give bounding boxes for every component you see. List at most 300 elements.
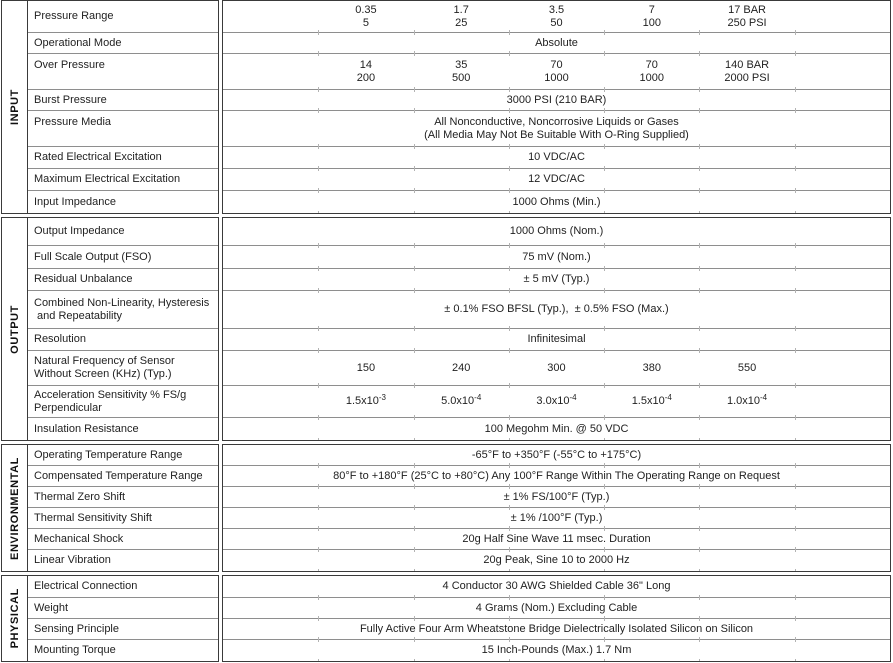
spec-row-value: [223, 329, 890, 351]
spec-row-value: [223, 147, 890, 169]
column-tick: [795, 659, 796, 662]
spec-row-label: [28, 386, 218, 418]
spec-row-label: [28, 466, 218, 487]
column-tick: [318, 505, 319, 510]
spec-row-label: [28, 147, 218, 169]
value-scientific: [414, 395, 509, 408]
section-strip-environmental: [2, 445, 28, 571]
value-rows-physical: [223, 576, 890, 661]
value-cell: [509, 59, 604, 85]
row-value: 15 Inch-Pounds (Max.) 1.7 Nm: [481, 644, 632, 656]
value-line: 250 PSI: [727, 16, 767, 29]
column-tick: [699, 51, 700, 56]
value-cell: [318, 4, 413, 30]
spec-row-label: [28, 90, 218, 111]
spec-row-value: [223, 269, 890, 291]
column-tick: [318, 348, 319, 353]
value-cell: [604, 362, 699, 375]
column-tick: [699, 526, 700, 531]
column-tick: [604, 659, 605, 662]
row-value: Fully Active Four Arm Wheatstone Bridge Dielectrically Isolated Silicon on Silicon: [359, 622, 754, 635]
column-tick: [604, 326, 605, 331]
column-tick: [795, 438, 796, 441]
spec-row-label: [28, 351, 218, 386]
column-tick: [509, 415, 510, 420]
value-cell: [223, 395, 318, 408]
column-tick: [509, 266, 510, 271]
column-tick: [318, 438, 319, 441]
column-tick: [795, 166, 796, 171]
value-columns: [223, 395, 890, 408]
row-value: Infinitesimal: [527, 333, 586, 345]
row-value: ± 5 mV (Typ.): [523, 273, 590, 285]
value-scientific: [604, 395, 699, 408]
value-line: 1000: [639, 71, 664, 84]
column-tick: [318, 243, 319, 248]
value-cell: [223, 4, 318, 30]
spec-row-value: [223, 54, 890, 90]
column-tick: [795, 383, 796, 388]
spec-row-value: [223, 445, 890, 466]
row-value: ± 0.1% FSO BFSL (Typ.), ± 0.5% FSO (Max.): [444, 303, 669, 315]
column-tick: [318, 595, 319, 600]
column-tick: [414, 348, 415, 353]
column-tick: [414, 87, 415, 92]
spec-row-label: [28, 169, 218, 191]
section-label-physical: PHYSICAL: [8, 588, 21, 649]
spec-row-label: [28, 191, 218, 213]
column-tick: [699, 166, 700, 171]
spec-row-label: [28, 54, 218, 90]
row-label: Acceleration Sensitivity % FS/g: [34, 388, 187, 401]
column-tick: [509, 438, 510, 441]
column-tick: [509, 326, 510, 331]
row-label: Natural Frequency of Sensor: [34, 355, 175, 367]
column-tick: [795, 188, 796, 193]
row-label: and Repeatability: [34, 309, 123, 322]
column-tick: [509, 463, 510, 468]
label-rows-output: [28, 218, 218, 440]
column-tick: [318, 30, 319, 35]
column-tick: [414, 326, 415, 331]
row-label: Combined Non-Linearity, Hysteresis: [34, 296, 210, 309]
column-tick: [318, 526, 319, 531]
column-tick: [795, 326, 796, 331]
value-cell: [604, 395, 699, 408]
column-tick: [318, 463, 319, 468]
column-tick: [795, 211, 796, 214]
column-tick: [509, 51, 510, 56]
section-box-physical: [1, 575, 219, 662]
spec-row-value: [223, 351, 890, 386]
column-tick: [795, 616, 796, 621]
value-line: 0.35: [355, 3, 377, 16]
spec-row-value: [223, 418, 890, 440]
spec-row-value: [223, 90, 890, 111]
column-tick: [414, 211, 415, 214]
spec-row-label: [28, 508, 218, 529]
value-line: All Nonconductive, Noncorrosive Liquids or Gases: [434, 115, 679, 128]
value-box-output: [222, 217, 891, 441]
value-cell: [223, 59, 318, 85]
spec-row-label: [28, 291, 218, 329]
column-tick: [318, 108, 319, 113]
value-line: 200: [356, 71, 376, 84]
value-cell: [795, 395, 890, 408]
column-tick: [318, 484, 319, 489]
value-line: 380: [642, 361, 661, 374]
section-strip-input: [2, 1, 28, 213]
value-line: 17 BAR: [728, 3, 766, 16]
row-label: Perpendicular: [34, 401, 102, 414]
value-line: 240: [452, 361, 471, 374]
column-tick: [604, 108, 605, 113]
column-tick: [699, 288, 700, 293]
column-tick: [414, 484, 415, 489]
label-rows-environmental: [28, 445, 218, 571]
column-tick: [699, 87, 700, 92]
spec-row-label: [28, 329, 218, 351]
row-value: 3000 PSI (210 BAR): [506, 93, 607, 106]
row-value: 80°F to +180°F (25°C to +80°C) Any 100°F Range Within The Operating Range on Request: [333, 469, 780, 482]
section-box-environmental: [1, 444, 219, 572]
section-box-output: [1, 217, 219, 441]
column-tick: [795, 547, 796, 552]
value-line: 1000: [544, 71, 569, 84]
column-tick: [604, 438, 605, 441]
column-tick: [414, 547, 415, 552]
row-label: Rated Electrical Excitation: [34, 151, 162, 163]
column-tick: [795, 595, 796, 600]
spec-row-label: [28, 550, 218, 571]
row-value: -65°F to +350°F (-55°C to +175°C): [471, 448, 642, 461]
spec-row-value: [223, 169, 890, 191]
column-tick: [318, 166, 319, 171]
column-tick: [318, 383, 319, 388]
column-tick: [795, 243, 796, 248]
spec-row-label: [28, 33, 218, 54]
value-columns: [223, 362, 890, 375]
column-tick: [699, 348, 700, 353]
label-rows-physical: [28, 576, 218, 661]
value-rows-environmental: [223, 445, 890, 571]
value-rows-output: [223, 218, 890, 440]
column-tick: [699, 547, 700, 552]
column-tick: [795, 526, 796, 531]
column-tick: [604, 211, 605, 214]
spec-row-label: [28, 598, 218, 619]
value-line: 500: [452, 71, 471, 84]
column-tick: [414, 637, 415, 642]
spec-row-value: [223, 466, 890, 487]
column-tick: [414, 144, 415, 149]
column-tick: [699, 144, 700, 149]
column-tick: [699, 326, 700, 331]
value-cell: [318, 362, 413, 375]
column-tick: [318, 51, 319, 56]
spec-row-value: [223, 529, 890, 550]
spec-row-value: [223, 246, 890, 269]
column-tick: [604, 188, 605, 193]
spec-row-value: [223, 619, 890, 640]
column-tick: [604, 87, 605, 92]
row-label: Maximum Electrical Excitation: [34, 173, 181, 185]
value-cell: [795, 362, 890, 375]
row-label: Over Pressure: [34, 59, 105, 71]
value-box-input: [222, 0, 891, 214]
column-tick: [604, 569, 605, 572]
column-tick: [414, 266, 415, 271]
column-tick: [318, 637, 319, 642]
column-tick: [414, 166, 415, 171]
spec-row-label: [28, 487, 218, 508]
column-tick: [509, 87, 510, 92]
column-tick: [604, 415, 605, 420]
column-tick: [509, 526, 510, 531]
value-base: 1.5x10: [631, 395, 665, 407]
column-tick: [604, 30, 605, 35]
value-base: 1.0x10: [726, 395, 760, 407]
column-tick: [414, 438, 415, 441]
column-tick: [414, 415, 415, 420]
value-exponent: -4: [760, 393, 768, 402]
column-tick: [509, 108, 510, 113]
value-cell: [414, 4, 509, 30]
row-value: 75 mV (Nom.): [522, 250, 591, 263]
column-tick: [795, 288, 796, 293]
value-scientific: [699, 395, 794, 408]
column-tick: [509, 188, 510, 193]
value-columns: [223, 59, 890, 85]
column-tick: [699, 569, 700, 572]
row-value: 12 VDC/AC: [528, 173, 585, 185]
row-label: Insulation Resistance: [34, 422, 139, 435]
column-tick: [604, 463, 605, 468]
section-label-environmental: ENVIRONMENTAL: [8, 456, 21, 560]
value-cell: [604, 59, 699, 85]
value-exponent: -4: [569, 393, 577, 402]
row-value: 1000 Ohms (Nom.): [509, 225, 604, 237]
value-rows-input: [223, 1, 890, 213]
column-tick: [699, 505, 700, 510]
column-tick: [699, 438, 700, 441]
column-tick: [509, 243, 510, 248]
row-label: Pressure Media: [34, 116, 112, 128]
row-value: [223, 116, 890, 142]
value-base: 1.5x10: [345, 395, 379, 407]
column-tick: [318, 326, 319, 331]
column-tick: [699, 595, 700, 600]
column-tick: [795, 144, 796, 149]
value-exponent: -4: [474, 393, 482, 402]
column-tick: [699, 463, 700, 468]
column-tick: [795, 637, 796, 642]
value-line: 14: [359, 58, 373, 71]
value-cell: [699, 4, 794, 30]
spec-row-value: [223, 291, 890, 329]
column-tick: [795, 505, 796, 510]
column-tick: [699, 243, 700, 248]
row-label: Operational Mode: [34, 36, 122, 49]
column-tick: [509, 144, 510, 149]
row-label: Sensing Principle: [34, 622, 119, 635]
value-line: 140 BAR: [725, 58, 770, 71]
row-label: Without Screen (KHz) (Typ.): [34, 368, 172, 380]
column-tick: [414, 569, 415, 572]
value-line: 550: [737, 361, 757, 374]
value-line: 150: [356, 361, 376, 374]
value-cell: [318, 395, 413, 408]
spec-row-label: [28, 418, 218, 440]
column-tick: [699, 383, 700, 388]
spec-row-value: [223, 33, 890, 54]
column-tick: [414, 51, 415, 56]
column-tick: [509, 166, 510, 171]
column-tick: [509, 288, 510, 293]
spec-row-label: [28, 111, 218, 147]
spec-row-label: [28, 529, 218, 550]
row-label: Operating Temperature Range: [34, 448, 183, 461]
column-tick: [795, 30, 796, 35]
row-value: ± 1% FS/100°F (Typ.): [503, 490, 610, 503]
column-tick: [699, 211, 700, 214]
spec-row-value: [223, 386, 890, 418]
column-tick: [699, 415, 700, 420]
value-line: 100: [642, 16, 661, 29]
row-label: Mechanical Shock: [34, 532, 124, 545]
value-line: 35: [455, 58, 468, 71]
column-tick: [795, 266, 796, 271]
row-label: Residual Unbalance: [34, 273, 133, 285]
spec-row-value: [223, 487, 890, 508]
column-tick: [318, 569, 319, 572]
value-cell: [795, 59, 890, 85]
value-scientific: [318, 395, 413, 408]
column-tick: [604, 348, 605, 353]
row-label: Compensated Temperature Range: [34, 469, 203, 482]
value-cell: [795, 4, 890, 30]
section-label-input: INPUT: [8, 89, 21, 125]
label-rows-input: [28, 1, 218, 213]
spec-row-value: [223, 508, 890, 529]
value-base: 3.0x10: [536, 395, 570, 407]
spec-row-value: [223, 550, 890, 571]
column-tick: [699, 484, 700, 489]
row-label: Pressure Range: [34, 10, 114, 22]
spec-row-label: [28, 619, 218, 640]
value-cell: [699, 362, 794, 375]
value-cell: [414, 362, 509, 375]
column-tick: [604, 505, 605, 510]
section-label-output: OUTPUT: [8, 304, 21, 354]
row-label: Thermal Zero Shift: [34, 490, 126, 503]
value-line: 70: [645, 58, 658, 71]
column-tick: [318, 547, 319, 552]
column-tick: [414, 505, 415, 510]
column-tick: [318, 87, 319, 92]
spec-row-label: [28, 269, 218, 291]
value-cell: [509, 395, 604, 408]
column-tick: [699, 266, 700, 271]
column-tick: [318, 616, 319, 621]
column-tick: [509, 659, 510, 662]
column-tick: [795, 569, 796, 572]
value-line: 5: [362, 16, 369, 29]
value-cell: [509, 362, 604, 375]
row-label: Burst Pressure: [34, 93, 107, 106]
value-line: 50: [550, 16, 563, 29]
row-label: Full Scale Output (FSO): [34, 250, 152, 263]
value-cell: [604, 4, 699, 30]
column-tick: [604, 166, 605, 171]
column-tick: [604, 637, 605, 642]
spec-row-label: [28, 445, 218, 466]
column-tick: [509, 383, 510, 388]
row-value: ± 1% /100°F (Typ.): [510, 511, 603, 524]
row-label: Electrical Connection: [34, 580, 138, 592]
column-tick: [795, 463, 796, 468]
column-tick: [604, 288, 605, 293]
column-tick: [604, 595, 605, 600]
column-tick: [604, 266, 605, 271]
column-tick: [414, 243, 415, 248]
column-tick: [509, 211, 510, 214]
column-tick: [414, 383, 415, 388]
row-value: 4 Grams (Nom.) Excluding Cable: [475, 601, 638, 614]
column-tick: [699, 659, 700, 662]
column-tick: [509, 505, 510, 510]
column-tick: [604, 526, 605, 531]
spec-row-value: [223, 111, 890, 147]
column-tick: [318, 188, 319, 193]
spec-row-value: [223, 191, 890, 213]
column-tick: [699, 637, 700, 642]
section-strip-output: [2, 218, 28, 440]
column-tick: [509, 616, 510, 621]
value-exponent: -3: [378, 393, 386, 402]
column-tick: [509, 595, 510, 600]
row-label: Input Impedance: [34, 195, 116, 208]
column-tick: [604, 383, 605, 388]
value-line: (All Media May Not Be Suitable With O-Ring Supplied): [424, 128, 689, 141]
column-tick: [795, 415, 796, 420]
value-cell: [699, 59, 794, 85]
value-cell: [699, 395, 794, 408]
column-tick: [318, 415, 319, 420]
spec-row-label: [28, 640, 218, 661]
column-tick: [604, 144, 605, 149]
value-box-environmental: [222, 444, 891, 572]
row-label: Weight: [34, 601, 69, 614]
spec-row-value: [223, 640, 890, 661]
column-tick: [414, 288, 415, 293]
value-cell: [318, 59, 413, 85]
column-tick: [795, 348, 796, 353]
column-tick: [318, 288, 319, 293]
column-tick: [414, 616, 415, 621]
column-tick: [509, 484, 510, 489]
column-tick: [509, 348, 510, 353]
row-value: 100 Megohm Min. @ 50 VDC: [484, 422, 629, 435]
value-line: 300: [547, 361, 566, 374]
value-columns: [223, 4, 890, 30]
column-tick: [604, 547, 605, 552]
spec-row-label: [28, 1, 218, 33]
column-tick: [318, 211, 319, 214]
value-line: 70: [550, 58, 563, 71]
spec-row-value: [223, 218, 890, 246]
row-value: 20g Peak, Sine 10 to 2000 Hz: [483, 554, 630, 566]
